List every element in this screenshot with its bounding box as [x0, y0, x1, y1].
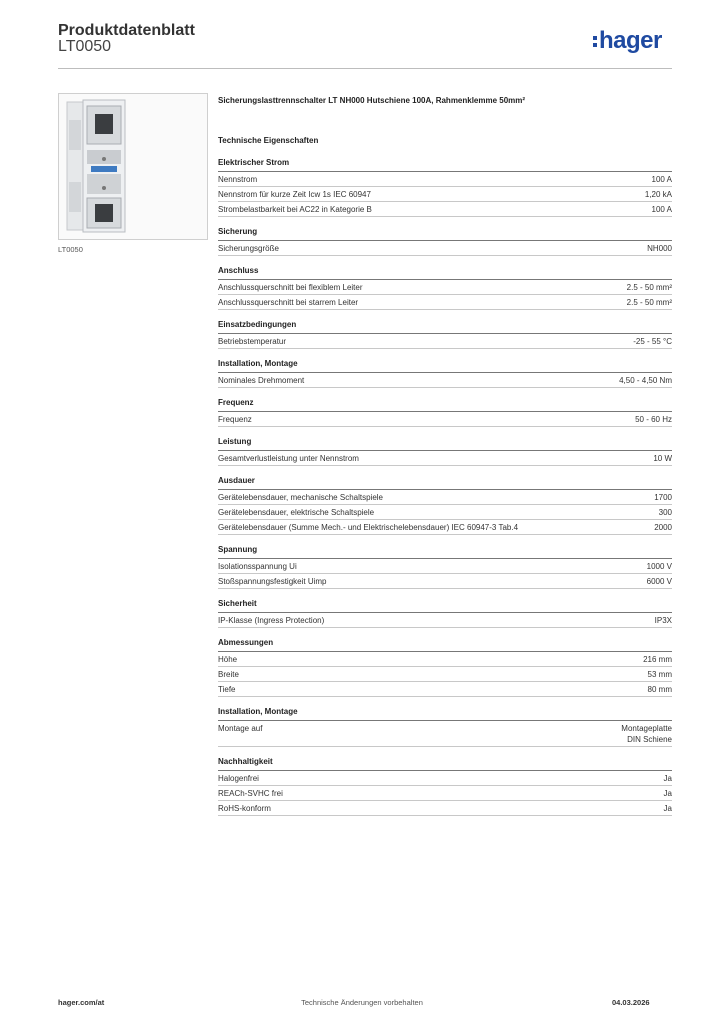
spec-group-title: Sicherheit: [218, 599, 672, 613]
spec-row: [218, 172, 672, 187]
spec-label: Höhe: [218, 655, 238, 664]
spec-group-title: Einsatzbedingungen: [218, 320, 672, 334]
spec-label: Strombelastbarkeit bei AC22 in Kategorie B: [218, 205, 372, 214]
spec-group: [218, 266, 672, 310]
spec-label: Gerätelebensdauer (Summe Mech.- und Elektrischelebensdauer) IEC 60947-3 Tab.4: [218, 523, 519, 532]
spec-value: 4,50 - 4,50 Nm: [619, 376, 672, 385]
footer-website: hager.com/at: [58, 998, 105, 1007]
fuse-switch-illustration: [59, 94, 207, 239]
spec-group: [218, 227, 672, 256]
spec-value: 300: [658, 508, 672, 517]
spec-label: Breite: [218, 670, 239, 679]
footer-date: 04.03.2026: [612, 998, 650, 1007]
spec-row: [218, 241, 672, 256]
spec-row: [218, 559, 672, 574]
spec-value: 1,20 kA: [644, 190, 672, 199]
logo-dots-icon: [593, 36, 597, 47]
spec-label: Gerätelebensdauer, mechanische Schaltspiele: [218, 493, 383, 502]
spec-group: [218, 545, 672, 589]
spec-row: [218, 280, 672, 295]
spec-value: 100 A: [651, 205, 672, 214]
spec-label: Betriebstemperatur: [218, 337, 287, 346]
product-description: Sicherungslasttrennschalter LT NH000 Hutschiene 100A, Rahmenklemme 50mm²: [218, 96, 526, 105]
spec-row: [218, 667, 672, 682]
spec-group-title: Installation, Montage: [218, 707, 672, 721]
spec-group: [218, 638, 672, 697]
spec-label: REACh-SVHC frei: [218, 789, 283, 798]
spec-row: [218, 574, 672, 589]
spec-row: [218, 721, 672, 747]
spec-row: [218, 373, 672, 388]
spec-row: [218, 786, 672, 801]
spec-row: [218, 682, 672, 697]
spec-label: Anschlussquerschnitt bei flexiblem Leiter: [218, 283, 363, 292]
spec-group: [218, 757, 672, 816]
spec-label: IP-Klasse (Ingress Protection): [218, 616, 325, 625]
spec-group-title: Installation, Montage: [218, 359, 672, 373]
spec-content: [218, 96, 672, 816]
spec-group: [218, 599, 672, 628]
spec-value: 6000 V: [646, 577, 672, 586]
spec-groups: [218, 158, 672, 816]
spec-value: Ja: [663, 774, 672, 783]
spec-value: Ja: [663, 789, 672, 798]
spec-group-title: Leistung: [218, 437, 672, 451]
spec-row: [218, 202, 672, 217]
footer-notice: Technische Änderungen vorbehalten: [301, 998, 423, 1007]
spec-group-title: Ausdauer: [218, 476, 672, 490]
spec-row: [218, 652, 672, 667]
spec-value: Ja: [663, 804, 672, 813]
spec-value: 2.5 - 50 mm²: [626, 283, 672, 292]
spec-value: 1000 V: [646, 562, 672, 571]
section-title: Technische Eigenschaften: [218, 136, 319, 145]
spec-row: [218, 801, 672, 816]
spec-row: [218, 334, 672, 349]
spec-group-title: Sicherung: [218, 227, 672, 241]
spec-group: [218, 437, 672, 466]
spec-label: Nennstrom: [218, 175, 258, 184]
spec-row: [218, 295, 672, 310]
hager-logo: [593, 27, 662, 55]
spec-value: 53 mm: [647, 670, 672, 679]
spec-label: Gerätelebensdauer, elektrische Schaltspiele: [218, 508, 375, 517]
spec-row: [218, 451, 672, 466]
spec-label: Stoßspannungsfestigkeit Uimp: [218, 577, 327, 586]
spec-label: Anschlussquerschnitt bei starrem Leiter: [218, 298, 359, 307]
spec-label: Gesamtverlustleistung unter Nennstrom: [218, 454, 359, 463]
header-divider: [58, 68, 672, 69]
spec-label: Sicherungsgröße: [218, 244, 279, 253]
spec-value: 2000: [654, 523, 672, 532]
spec-label: Montage auf: [218, 724, 263, 733]
spec-row: [218, 613, 672, 628]
spec-label: Frequenz: [218, 415, 252, 424]
spec-value: IP3X: [654, 616, 672, 625]
spec-label: Halogenfrei: [218, 774, 259, 783]
spec-label: Nominales Drehmoment: [218, 376, 305, 385]
spec-group: [218, 707, 672, 747]
spec-group: [218, 359, 672, 388]
spec-group: [218, 320, 672, 349]
article-number: LT0050: [58, 38, 112, 55]
spec-value: Montageplatte DIN Schiene: [621, 724, 672, 744]
logo-text: hager: [599, 27, 662, 54]
page-title: Produktdatenblatt: [58, 22, 195, 39]
spec-value: -25 - 55 °C: [633, 337, 672, 346]
spec-group: [218, 476, 672, 535]
spec-value: 216 mm: [643, 655, 672, 664]
spec-group-title: Spannung: [218, 545, 672, 559]
spec-label: Tiefe: [218, 685, 236, 694]
spec-row: [218, 520, 672, 535]
spec-row: [218, 771, 672, 786]
spec-label: Nennstrom für kurze Zeit Icw 1s IEC 60947: [218, 190, 371, 199]
spec-label: RoHS-konform: [218, 804, 271, 813]
spec-group: [218, 158, 672, 217]
product-image: [58, 93, 208, 240]
spec-row: [218, 187, 672, 202]
spec-group-title: Elektrischer Strom: [218, 158, 672, 172]
product-image-caption: LT0050: [58, 245, 83, 254]
spec-group-title: Frequenz: [218, 398, 672, 412]
spec-group-title: Nachhaltigkeit: [218, 757, 672, 771]
spec-value: 2.5 - 50 mm²: [626, 298, 672, 307]
spec-value: 10 W: [653, 454, 672, 463]
spec-group-title: Anschluss: [218, 266, 672, 280]
spec-value: NH000: [647, 244, 672, 253]
spec-value: 80 mm: [647, 685, 672, 694]
spec-label: Isolationsspannung Ui: [218, 562, 297, 571]
spec-value: 100 A: [651, 175, 672, 184]
spec-row: [218, 505, 672, 520]
spec-value: 1700: [654, 493, 672, 502]
spec-group-title: Abmessungen: [218, 638, 672, 652]
spec-value: 50 - 60 Hz: [635, 415, 672, 424]
spec-row: [218, 490, 672, 505]
spec-group: [218, 398, 672, 427]
spec-row: [218, 412, 672, 427]
